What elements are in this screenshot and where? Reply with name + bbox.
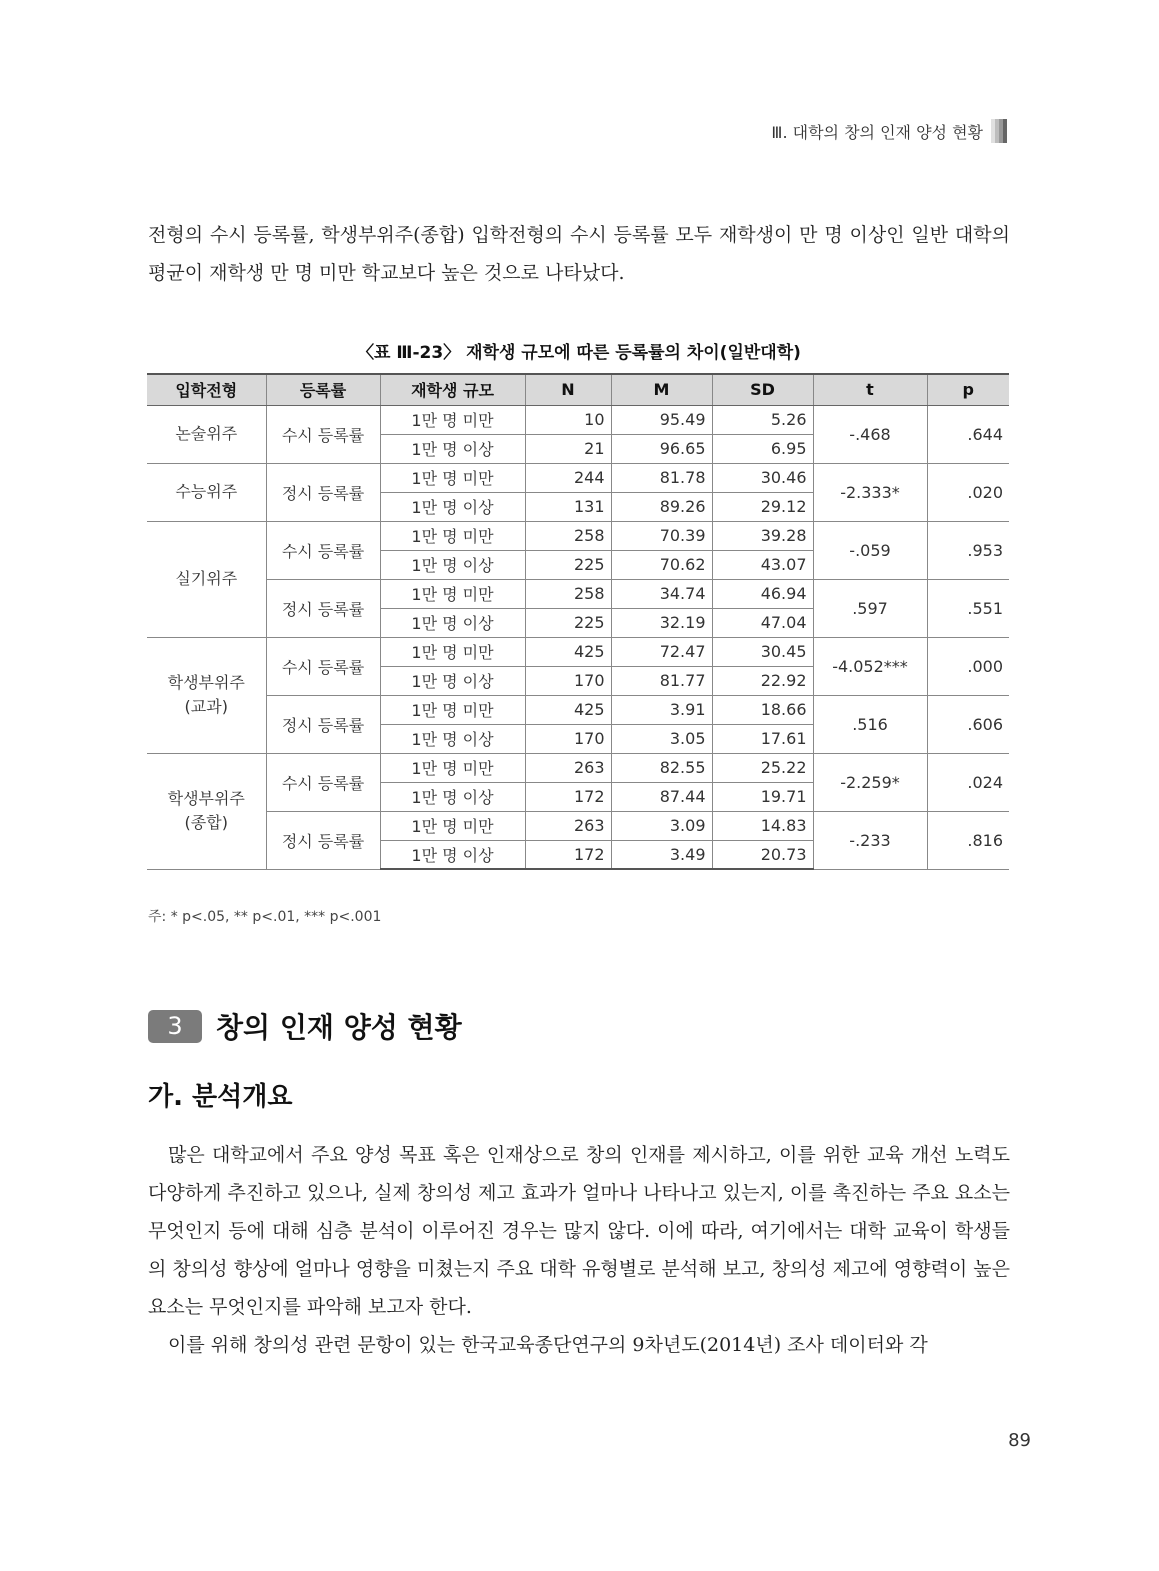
sd-cell: 14.83 (712, 811, 813, 840)
sd-cell: 6.95 (712, 434, 813, 463)
mean-cell: 87.44 (611, 782, 712, 811)
mean-cell: 81.78 (611, 463, 712, 492)
section-heading (148, 1006, 462, 1046)
n-cell: 172 (525, 840, 611, 869)
mean-cell: 96.65 (611, 434, 712, 463)
subsection-title: 가. 분석개요 (148, 1082, 293, 1112)
n-cell: 10 (525, 405, 611, 434)
admission-type-cell: 논술위주 (147, 405, 266, 463)
size-cell: 1만 명 미만 (380, 463, 525, 492)
p-value-cell: .551 (927, 579, 1009, 637)
p-value-cell: .644 (927, 405, 1009, 463)
mean-cell: 89.26 (611, 492, 712, 521)
sd-cell: 30.46 (712, 463, 813, 492)
t-value-cell: -2.259* (813, 753, 927, 811)
n-cell: 170 (525, 724, 611, 753)
rate-cell: 수시 등록률 (266, 521, 380, 579)
header-student-size: 재학생 규모 (380, 374, 525, 405)
size-cell: 1만 명 미만 (380, 811, 525, 840)
sd-cell: 18.66 (712, 695, 813, 724)
rate-cell: 수시 등록률 (266, 405, 380, 463)
table-row (147, 753, 1009, 782)
table-header-row (147, 374, 1009, 405)
table-row (147, 521, 1009, 550)
n-cell: 131 (525, 492, 611, 521)
sd-cell: 47.04 (712, 608, 813, 637)
n-cell: 170 (525, 666, 611, 695)
sd-cell: 46.94 (712, 579, 813, 608)
mean-cell: 34.74 (611, 579, 712, 608)
table-row (147, 463, 1009, 492)
rate-cell: 수시 등록률 (266, 753, 380, 811)
size-cell: 1만 명 미만 (380, 579, 525, 608)
sd-cell: 25.22 (712, 753, 813, 782)
size-cell: 1만 명 이상 (380, 492, 525, 521)
size-cell: 1만 명 미만 (380, 695, 525, 724)
sd-cell: 30.45 (712, 637, 813, 666)
body-text (148, 1136, 1010, 1364)
rate-cell: 정시 등록률 (266, 695, 380, 753)
header-p: p (927, 374, 1009, 405)
table-footnote: 주: * p<.05, ** p<.01, *** p<.001 (148, 909, 382, 925)
t-value-cell: .516 (813, 695, 927, 753)
table-row (147, 695, 1009, 724)
size-cell: 1만 명 이상 (380, 782, 525, 811)
t-value-cell: .597 (813, 579, 927, 637)
rate-cell: 수시 등록률 (266, 637, 380, 695)
sd-cell: 19.71 (712, 782, 813, 811)
table-row (147, 637, 1009, 666)
table-caption: 〈표 Ⅲ-23〉 재학생 규모에 따른 등록률의 차이(일반대학) (357, 343, 801, 363)
size-cell: 1만 명 미만 (380, 405, 525, 434)
sd-cell: 22.92 (712, 666, 813, 695)
mean-cell: 3.09 (611, 811, 712, 840)
sd-cell: 20.73 (712, 840, 813, 869)
mean-cell: 72.47 (611, 637, 712, 666)
mean-cell: 81.77 (611, 666, 712, 695)
mean-cell: 3.05 (611, 724, 712, 753)
body-paragraph: 많은 대학교에서 주요 양성 목표 혹은 인재상으로 창의 인재를 제시하고, 이를 위한 교육 개선 노력도 다양하게 추진하고 있으나, 실제 창의성 제고 효과가 얼마나 나타나고 있는지, 이를 촉진하는 주요 요소는 무엇인지 등에 대해 심층 분석이 이루어진 경우는 많지 않다. 이에 따라, 여기에서는 대학 교육이 학생들의 창의성 향상에 얼마나 영향을 미쳤는지 주요 대학 유형별로 분석해 보고, 창의성 제고에 영향력이 높은 요소는 무엇인지를 파악해 보고자 한다. (148, 1144, 1010, 1318)
running-head-decoration (991, 119, 1007, 143)
n-cell: 244 (525, 463, 611, 492)
sd-cell: 39.28 (712, 521, 813, 550)
size-cell: 1만 명 이상 (380, 840, 525, 869)
sd-cell: 17.61 (712, 724, 813, 753)
header-sd: SD (712, 374, 813, 405)
running-head-title: Ⅲ. 대학의 창의 인재 양성 현황 (771, 122, 983, 142)
admission-type-cell: 수능위주 (147, 463, 266, 521)
t-value-cell: -.233 (813, 811, 927, 869)
header-rate: 등록률 (266, 374, 380, 405)
n-cell: 258 (525, 521, 611, 550)
n-cell: 258 (525, 579, 611, 608)
sd-cell: 5.26 (712, 405, 813, 434)
table-body (147, 405, 1009, 869)
table-row (147, 579, 1009, 608)
rate-cell: 정시 등록률 (266, 463, 380, 521)
n-cell: 21 (525, 434, 611, 463)
intro-paragraph (148, 216, 1010, 292)
size-cell: 1만 명 미만 (380, 637, 525, 666)
table-row (147, 405, 1009, 434)
section-title: 창의 인재 양성 현황 (216, 1011, 462, 1044)
p-value-cell: .606 (927, 695, 1009, 753)
admission-type-cell: 실기위주 (147, 521, 266, 637)
t-value-cell: -.059 (813, 521, 927, 579)
header-admission-type: 입학전형 (147, 374, 266, 405)
size-cell: 1만 명 미만 (380, 521, 525, 550)
sd-cell: 29.12 (712, 492, 813, 521)
size-cell: 1만 명 이상 (380, 608, 525, 637)
n-cell: 263 (525, 811, 611, 840)
header-t: t (813, 374, 927, 405)
t-value-cell: -2.333* (813, 463, 927, 521)
intro-paragraph-text: 전형의 수시 등록률, 학생부위주(종합) 입학전형의 수시 등록률 모두 재학생이 만 명 이상인 일반 대학의 평균이 재학생 만 명 미만 학교보다 높은 것으로 나타났다. (148, 224, 1010, 284)
n-cell: 425 (525, 637, 611, 666)
n-cell: 425 (525, 695, 611, 724)
p-value-cell: .953 (927, 521, 1009, 579)
p-value-cell: .020 (927, 463, 1009, 521)
t-value-cell: -.468 (813, 405, 927, 463)
admission-type-cell: 학생부위주 (교과) (147, 637, 266, 753)
mean-cell: 70.39 (611, 521, 712, 550)
header-n: N (525, 374, 611, 405)
p-value-cell: .816 (927, 811, 1009, 869)
running-head (771, 118, 1007, 144)
mean-cell: 70.62 (611, 550, 712, 579)
page-number: 89 (1008, 1430, 1031, 1451)
admission-type-cell: 학생부위주 (종합) (147, 753, 266, 869)
header-m: M (611, 374, 712, 405)
mean-cell: 32.19 (611, 608, 712, 637)
rate-cell: 정시 등록률 (266, 811, 380, 869)
p-value-cell: .000 (927, 637, 1009, 695)
mean-cell: 3.91 (611, 695, 712, 724)
size-cell: 1만 명 이상 (380, 434, 525, 463)
enrollment-table (147, 373, 1009, 870)
mean-cell: 3.49 (611, 840, 712, 869)
p-value-cell: .024 (927, 753, 1009, 811)
n-cell: 225 (525, 550, 611, 579)
section-number: 3 (148, 1010, 202, 1043)
n-cell: 172 (525, 782, 611, 811)
n-cell: 225 (525, 608, 611, 637)
body-paragraph: 이를 위해 창의성 관련 문항이 있는 한국교육종단연구의 9차년도(2014년) 조사 데이터와 각 (168, 1334, 928, 1356)
size-cell: 1만 명 이상 (380, 550, 525, 579)
rate-cell: 정시 등록률 (266, 579, 380, 637)
size-cell: 1만 명 이상 (380, 724, 525, 753)
sd-cell: 43.07 (712, 550, 813, 579)
n-cell: 263 (525, 753, 611, 782)
mean-cell: 95.49 (611, 405, 712, 434)
size-cell: 1만 명 이상 (380, 666, 525, 695)
size-cell: 1만 명 미만 (380, 753, 525, 782)
mean-cell: 82.55 (611, 753, 712, 782)
t-value-cell: -4.052*** (813, 637, 927, 695)
table-row (147, 811, 1009, 840)
